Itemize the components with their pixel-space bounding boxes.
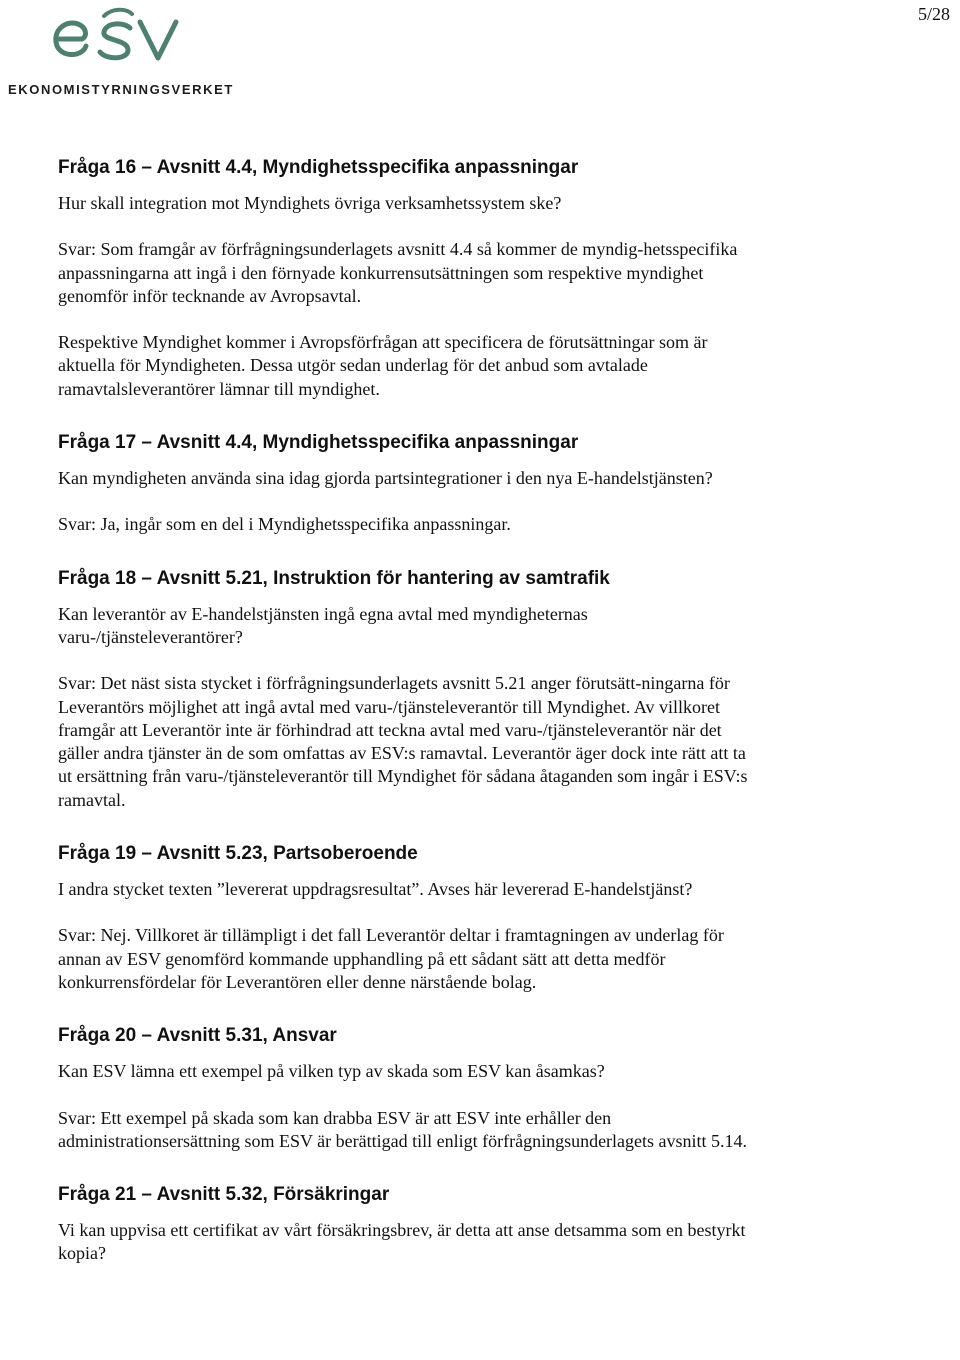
question-text: Hur skall integration mot Myndighets övriga verksamhetssystem ske? xyxy=(58,193,562,213)
question-19 xyxy=(58,842,758,994)
question-heading: Fråga 16 – Avsnitt 4.4, Myndighetsspecifika anpassningar xyxy=(58,157,579,178)
question-text: Kan myndigheten använda sina idag gjorda partsintegrationer i den nya E-handelstjänsten? xyxy=(58,468,713,489)
esv-logo xyxy=(8,6,234,98)
question-20 xyxy=(58,1024,758,1153)
question-text: Vi kan uppvisa ett certifikat av vårt försäkringsbrev, är detta att anse detsamma som en bestyrkt kopia? xyxy=(58,1220,746,1264)
esv-logo-mark-icon xyxy=(52,6,182,68)
answer-text: Svar: Ja, ingår som en del i Myndighetsspecifika anpassningar. xyxy=(58,514,511,535)
answer-text: Respektive Myndighet kommer i Avropsförfrågan att specificera de förutsättningar som är aktuella för Myndigheten. Dessa utgör sedan underlag för det anbud som avtalade ramavtalsleverantörer lämnar till myndighet. xyxy=(58,332,708,399)
question-16 xyxy=(58,156,758,401)
page-number: 5/28 xyxy=(917,4,950,24)
answer-text: Svar: Ett exempel på skada som kan drabba ESV är att ESV inte erhåller den administrationsersättning som ESV är berättigad till enligt förfrågningsunderlagets avsnitt 5.14. xyxy=(58,1107,748,1151)
answer-text: Svar: Nej. Villkoret är tillämpligt i det fall Leverantör deltar i framtagningen av underlag för annan av ESV genomförd kommande upphandling på ett sådant sätt att detta medför konkurrensfördelar för Leverantören eller denne närstående bolag. xyxy=(58,925,724,992)
question-heading: Fråga 17 – Avsnitt 4.4, Myndighetsspecifika anpassningar xyxy=(58,432,579,454)
answer-text: Svar: Det näst sista stycket i förfrågningsunderlagets avsnitt 5.21 anger förutsätt-ningarna för Leverantörs möjlighet att ingå avtal med varu-/tjänsteleverantör till Myndighet. Av villkoret framgår att Leverantör inte är förhindrad att teckna avtal med varu-/tjänsteleverantör när det gäller andra tjänster än de som omfattas av ESV:s ramavtal. Leverantör äger dock inte rätt att ta ut ersättning från varu-/tjänsteleverantör till Myndighet för sådana åtaganden som ingår i ESV:s ramavtal. xyxy=(58,673,748,810)
question-text: I andra stycket texten ”levererat uppdragsresultat”. Avses här levererad E-handelstjänst? xyxy=(58,879,693,900)
question-heading: Fråga 19 – Avsnitt 5.23, Partsoberoende xyxy=(58,843,418,865)
question-heading: Fråga 20 – Avsnitt 5.31, Ansvar xyxy=(58,1025,337,1047)
question-heading: Fråga 18 – Avsnitt 5.21, Instruktion för hantering av samtrafik xyxy=(58,567,610,589)
logo-wordmark: EKONOMISTYRNINGSVERKET xyxy=(8,82,234,97)
question-21 xyxy=(58,1183,758,1266)
question-18 xyxy=(58,567,758,812)
question-text: Kan ESV lämna ett exempel på vilken typ av skada som ESV kan åsamkas? xyxy=(58,1061,605,1082)
question-17 xyxy=(58,431,758,537)
question-heading: Fråga 21 – Avsnitt 5.32, Försäkringar xyxy=(58,1184,390,1206)
document-body xyxy=(58,156,758,1266)
question-text: Kan leverantör av E-handelstjänsten ingå egna avtal med myndigheternas varu-/tjänsteleverantörer? xyxy=(58,603,588,647)
answer-text: Svar: Som framgår av förfrågningsunderlagets avsnitt 4.4 så kommer de myndig-hetsspecifika anpassningarna att ingå i den förnyade konkurrensutsättningen som respektive myndighet genomför inför tecknande av Avropsavtal. xyxy=(58,239,738,306)
